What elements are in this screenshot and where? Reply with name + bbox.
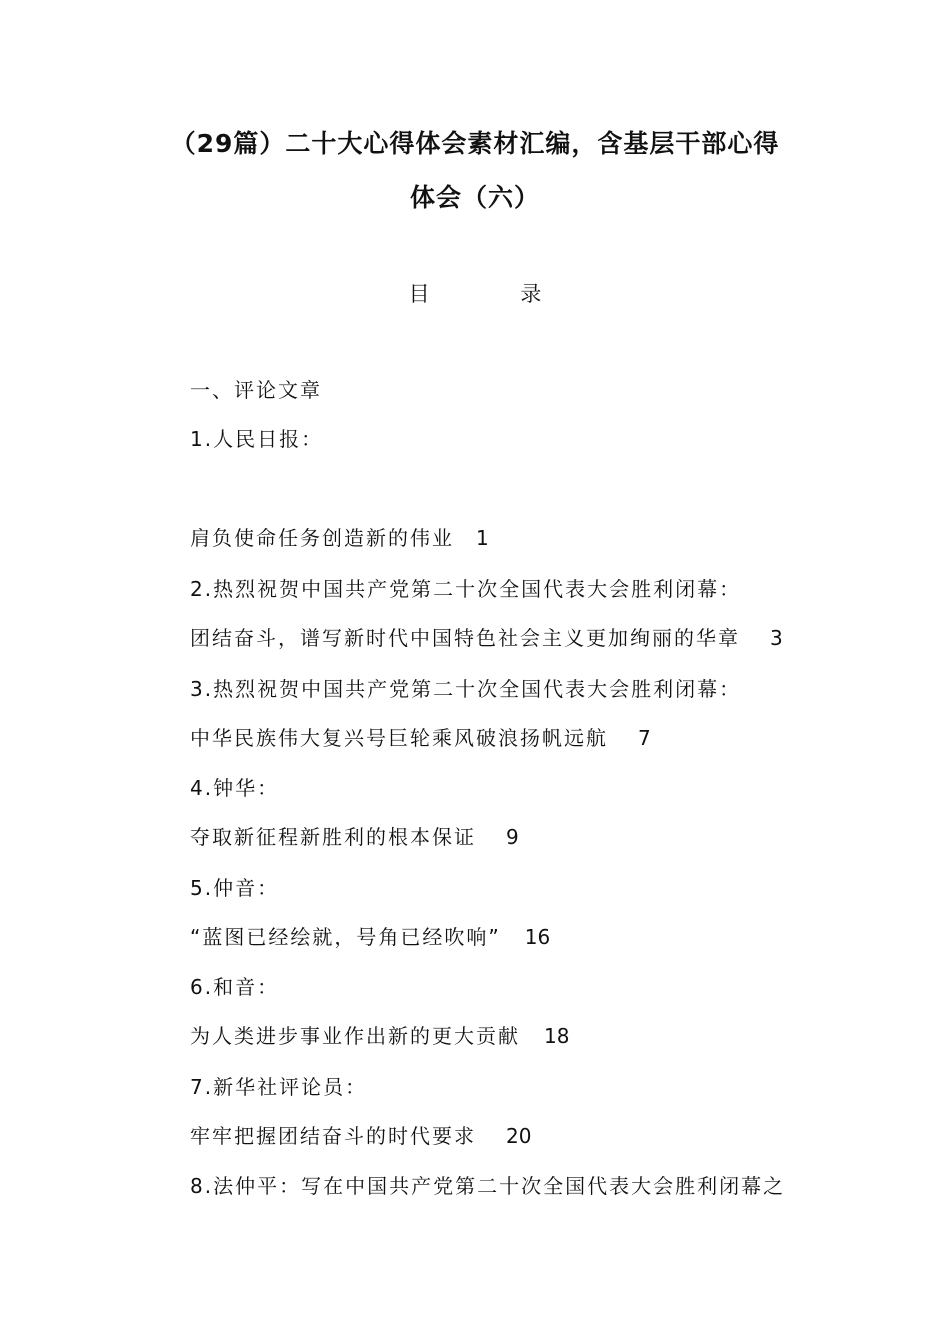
toc-item-1-title: 肩负使命任务创造新的伟业 bbox=[190, 526, 454, 550]
toc-item-3-source: 3.热烈祝贺中国共产党第二十次全国代表大会胜利闭幕： bbox=[190, 677, 742, 701]
toc-item-6 bbox=[190, 1022, 569, 1050]
toc-item-3 bbox=[190, 724, 651, 752]
toc-item-7 bbox=[190, 1122, 531, 1150]
toc-item-7-source: 7.新华社评论员： bbox=[190, 1075, 368, 1099]
toc-item-2-page: 3 bbox=[770, 626, 783, 650]
toc-item-8-source: 8.法仲平：写在中国共产党第二十次全国代表大会胜利闭幕之 bbox=[190, 1174, 786, 1198]
toc-item-5-source: 5.仲音： bbox=[190, 876, 280, 900]
document-title-line-2: 体会（六） bbox=[409, 183, 540, 212]
toc-item-6-source: 6.和音： bbox=[190, 975, 280, 999]
toc-item-7-title: 牢牢把握团结奋斗的时代要求 bbox=[190, 1124, 476, 1148]
toc-item-7-page: 20 bbox=[506, 1124, 532, 1148]
toc-item-3-title: 中华民族伟大复兴号巨轮乘风破浪扬帆远航 bbox=[190, 726, 608, 750]
toc-item-6-title: 为人类进步事业作出新的更大贡献 bbox=[190, 1024, 520, 1048]
toc-item-1 bbox=[190, 524, 489, 552]
toc-item-2-source: 2.热烈祝贺中国共产党第二十次全国代表大会胜利闭幕： bbox=[190, 577, 742, 601]
document-title-line-1: （29篇）二十大心得体会素材汇编，含基层干部心得 bbox=[170, 129, 780, 158]
toc-item-2-title: 团结奋斗，谱写新时代中国特色社会主义更加绚丽的华章 bbox=[190, 626, 740, 650]
toc-item-1-source: 1.人民日报： bbox=[190, 427, 324, 451]
toc-item-2 bbox=[190, 624, 783, 652]
toc-item-6-page: 18 bbox=[544, 1024, 570, 1048]
toc-item-5-title: “蓝图已经绘就，号角已经吹响” bbox=[190, 925, 501, 949]
toc-item-4-source: 4.钟华： bbox=[190, 776, 280, 800]
toc-item-5-page: 16 bbox=[524, 925, 551, 949]
toc-item-4 bbox=[190, 823, 519, 851]
toc-item-5 bbox=[190, 923, 550, 951]
toc-section-heading: 一、评论文章 bbox=[190, 378, 322, 402]
toc-item-1-page: 1 bbox=[476, 526, 489, 550]
toc-item-4-title: 夺取新征程新胜利的根本保证 bbox=[190, 825, 476, 849]
toc-item-3-page: 7 bbox=[638, 726, 651, 750]
toc-heading: 目 录 bbox=[408, 282, 584, 306]
toc-item-4-page: 9 bbox=[506, 825, 519, 849]
